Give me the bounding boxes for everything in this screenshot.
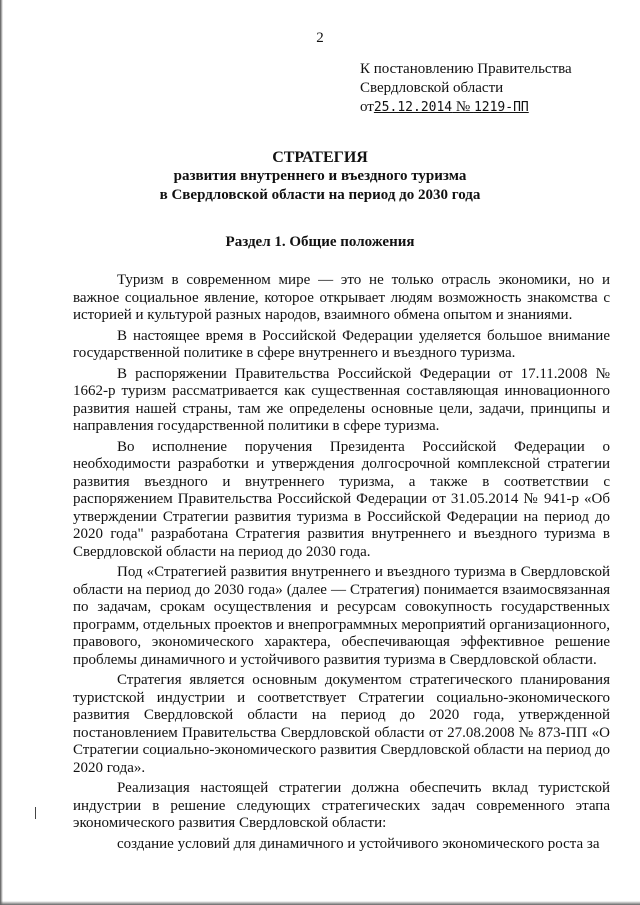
approval-date: 25.12.2014 (373, 100, 453, 115)
document-title (0, 148, 640, 205)
paragraph: Под «Стратегией развития внутреннего и въездного туризма в Свердловской области на период до 2030 года» (далее — Стратегия) понимается взаимосвязанная по задачам, срокам осуществления и ресурсам совокупность государственных программ, отдельных проектов и внепрограммных мероприятий организационного, правового, экономического характера, обеспечивающая эффективное решение проблемы динамичного и устойчивого развития туризма в Свердловской области. (73, 564, 610, 668)
title-line-2: развития внутреннего и въездного туризма (173, 168, 467, 184)
approval-date-line (360, 98, 620, 117)
paragraph: Стратегия является основным документом стратегического планирования туристской индустрии и соответствует Стратегии социально-экономического развития Свердловской области на период до 2020 года, утвержденной постановлением Правительства Свердловской области от 27.08.2008 № 873-ПП «О Стратегии социально-экономического развития Свердловской области на период до 2020 года». (73, 672, 610, 776)
approval-number-sign: № (452, 99, 474, 115)
paragraph: создание условий для динамичного и устойчивого экономического роста за (117, 835, 600, 852)
paragraph: В настоящее время в Российской Федерации уделяется большое внимание государственной политике в сфере внутреннего и въездного туризма. (73, 327, 610, 361)
document-body (73, 272, 610, 853)
scan-left-edge (0, 0, 3, 905)
scan-bottom-edge (0, 901, 640, 905)
approval-line-2: Свердловской области (360, 80, 504, 96)
page-number: 2 (316, 30, 324, 46)
approval-prefix: от (360, 99, 374, 115)
section-title: Раздел 1. Общие положения (225, 234, 415, 250)
paragraph: Туризм в современном мире — это не только отрасль экономики, но и важное социальное явление, которое открывает людям возможность знакомства с историей и культурой разных народов, взаимного обмена опытом и знаниями. (73, 272, 610, 323)
approval-block (360, 60, 620, 117)
paragraph: В распоряжении Правительства Российской Федерации от 17.11.2008 № 1662-р туризм рассматривается как существенная составляющая инновационного развития нашей страны, там же определены основные цели, задачи, принципы и направления государственной политики в сфере туризма. (73, 365, 610, 434)
approval-line-1: К постановлению Правительства (360, 61, 572, 77)
paragraph: Во исполнение поручения Президента Российской Федерации о необходимости разработки и утверждения долгосрочной комплексной стратегии развития въездного и внутреннего туризма, а также в соответствии с распоряжением Правительства Российской Федерации от 31.05.2014 № 941-р «Об утверждении Стратегии развития туризма в Российской Федерации на период до 2020 года" разработана Стратегия развития внутреннего и въездного туризма в Свердловской области на период до 2030 года. (73, 438, 610, 560)
title-main: СТРАТЕГИЯ (272, 149, 368, 166)
paragraph: Реализация настоящей стратегии должна обеспечить вклад туристской индустрии в решение следующих стратегических задач современного этапа экономического развития Свердловской области: (73, 780, 610, 831)
margin-mark (35, 807, 36, 819)
approval-number: 1219-ПП (473, 100, 529, 115)
title-line-3: в Свердловской области на период до 2030 года (159, 187, 481, 203)
